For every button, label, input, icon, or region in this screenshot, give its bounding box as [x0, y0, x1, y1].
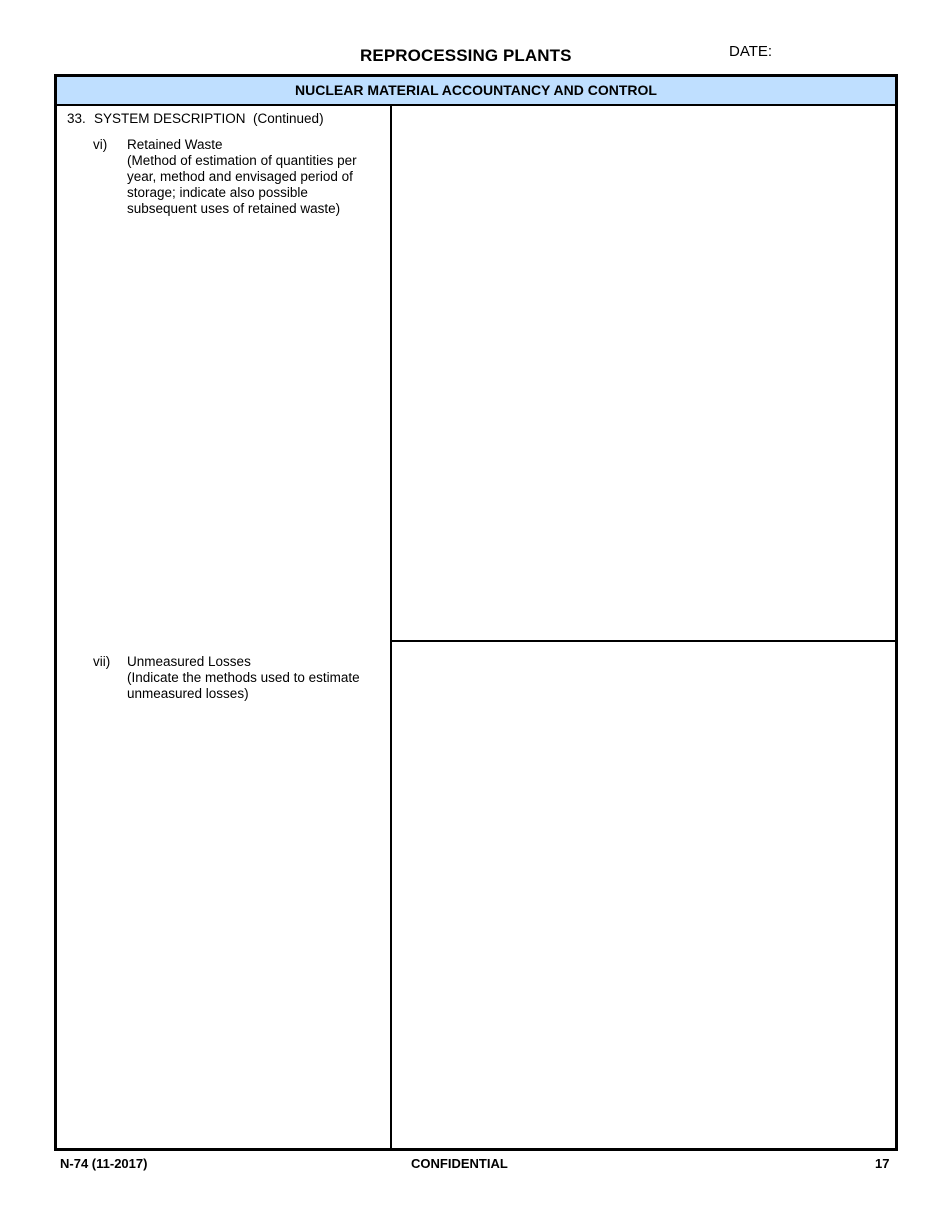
section-header: NUCLEAR MATERIAL ACCOUNTANCY AND CONTROL — [57, 77, 895, 106]
question-title: SYSTEM DESCRIPTION (Continued) — [94, 111, 324, 126]
item-number: vi) — [93, 137, 108, 152]
form-frame — [54, 74, 898, 1151]
item-title: Unmeasured Losses — [127, 654, 251, 669]
item-body — [127, 137, 381, 217]
item-body — [127, 654, 381, 702]
item-title: Retained Waste — [127, 137, 223, 152]
footer-form-id: N-74 (11-2017) — [60, 1156, 148, 1171]
answer-field-retained-waste[interactable] — [392, 106, 895, 640]
item-retained-waste — [93, 137, 383, 227]
page-title: REPROCESSING PLANTS — [360, 46, 572, 65]
item-description: (Indicate the methods used to estimate unmeasured losses) — [127, 670, 360, 701]
question-number: 33. — [67, 111, 86, 126]
item-description: (Method of estimation of quantities per year, method and envisaged period of storage; indicate also possible subsequent uses of retained waste) — [127, 153, 357, 216]
answer-field-unmeasured-losses[interactable] — [392, 642, 895, 1148]
item-number: vii) — [93, 654, 111, 669]
question-heading — [67, 111, 324, 126]
date-label: DATE: — [729, 43, 773, 60]
footer-page-number: 17 — [875, 1156, 890, 1171]
item-unmeasured-losses — [93, 654, 383, 714]
footer-classification: CONFIDENTIAL — [411, 1156, 508, 1171]
